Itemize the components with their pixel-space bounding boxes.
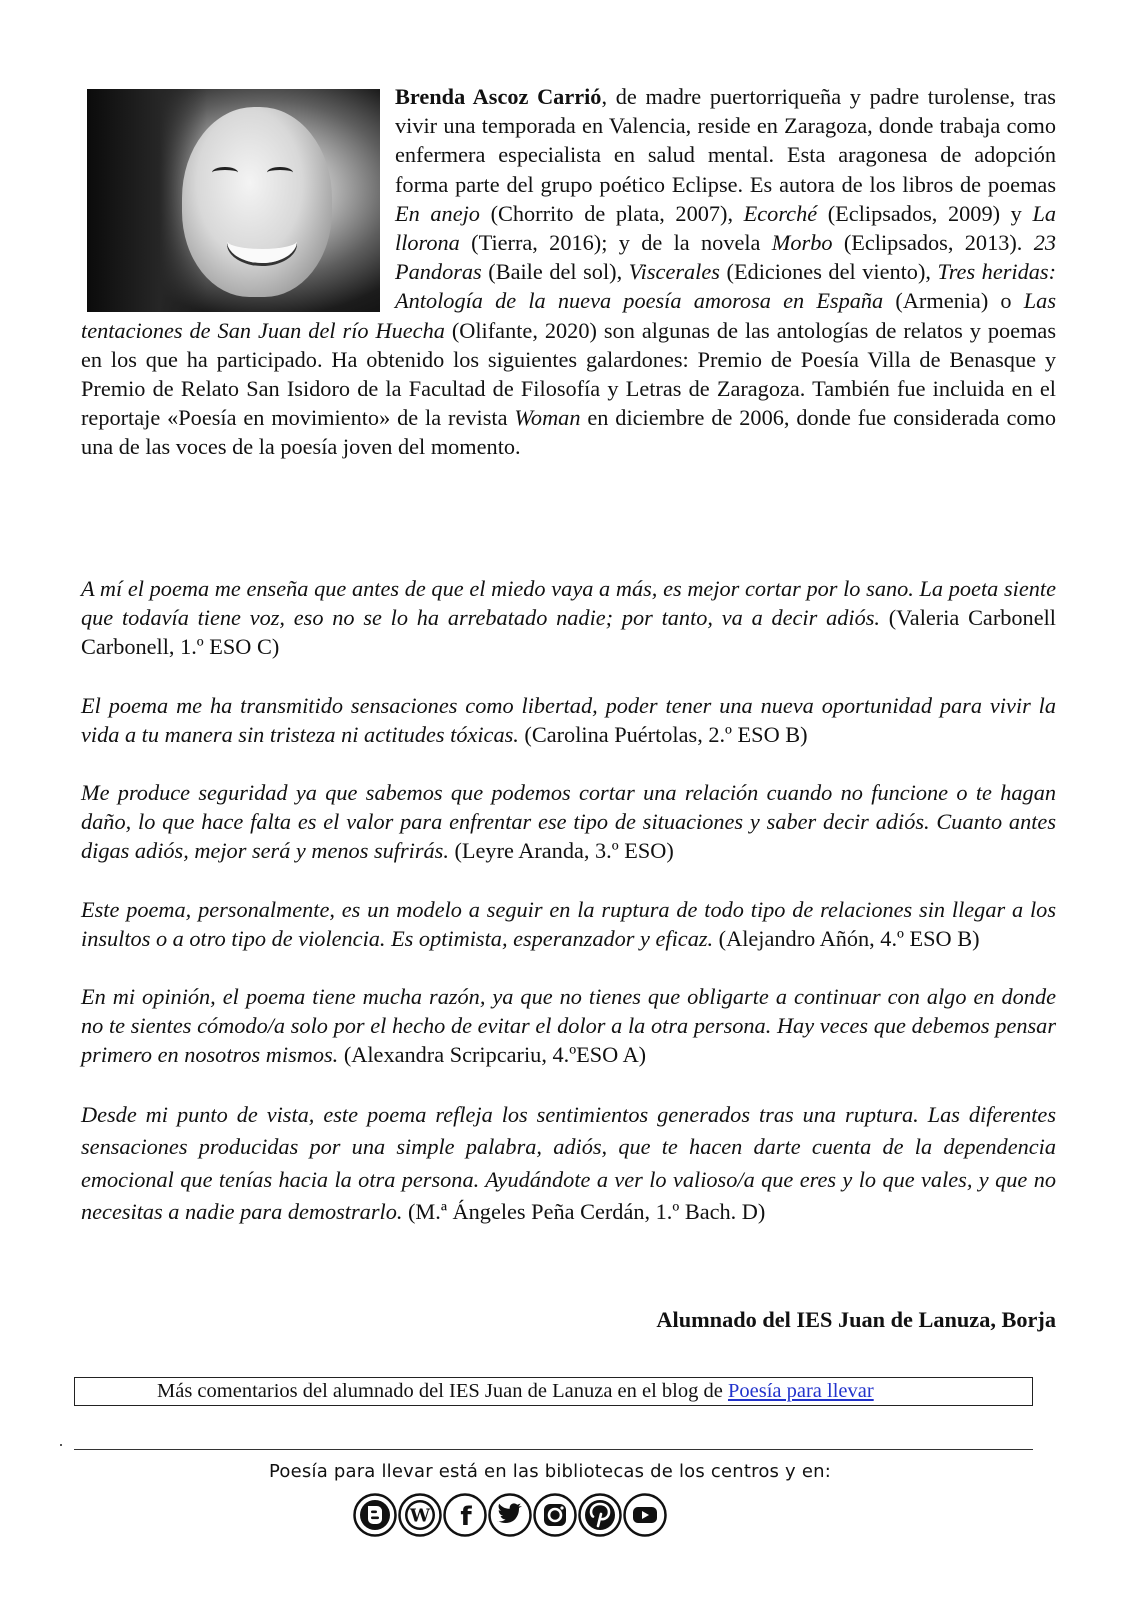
anthology-title: Las tentaciones de San Juan del río Huecha (81, 288, 1056, 343)
youtube-icon[interactable] (623, 1493, 667, 1537)
comment-text: Me produce seguridad ya que sabemos que podemos cortar una relación cuando no funcione o te hagan daño, lo que hace falta es el valor para enfrentar ese tipo de situaciones y saber decir adiós. Cuanto antes digas adiós, mejor será y menos sufrirás. (81, 780, 1056, 864)
student-comment (81, 1099, 1056, 1229)
facebook-icon[interactable] (443, 1493, 487, 1537)
svg-text:W: W (409, 1505, 431, 1527)
comment-author: (Leyre Aranda, 3.º ESO) (448, 838, 674, 864)
bio-text: (Eclipsados, 2009) y (817, 200, 1033, 226)
student-comment (81, 691, 1056, 749)
bio-text: , de madre puertorriqueña y padre turolense, tras vivir una temporada en Valencia, reside en Zaragoza, donde trabaja como enfermera especialista en salud mental. Esta aragonesa de adopción forma parte del grupo poético Eclipse. Es autora de los libros de poemas (395, 84, 1056, 197)
comment-author: (Alexandra Scripcariu, 4.ºESO A) (338, 1042, 647, 1068)
social-icons (353, 1493, 667, 1537)
blog-link[interactable]: Poesía para llevar (727, 1380, 874, 1402)
blog-text: Más comentarios del alumnado del IES Juan de Lanuza en el blog de (157, 1380, 728, 1402)
comment-author: (M.ª Ángeles Peña Cerdán, 1.º Bach. D) (402, 1199, 766, 1225)
anthology-title: Tres heridas: Antología de la nueva poesía amorosa en España (395, 259, 1057, 314)
student-comment (81, 895, 1056, 953)
comment-text: A mí el poema me enseña que antes de que el miedo vaya a más, es mejor cortar por lo sano. La poeta siente que todavía tiene voz, eso no se lo ha arrebatado nadie; por tanto, va a decir adiós. (81, 576, 1056, 631)
magazine-title: Woman (514, 405, 581, 431)
student-comment (81, 778, 1056, 866)
wordpress-icon[interactable] (398, 1493, 442, 1537)
novel-title: Morbo (771, 230, 833, 256)
comment-text: El poema me ha transmitido sensaciones como libertad, poder tener una nueva oportunidad para vivir la vida a tu manera sin tristeza ni actitudes tóxicas. (81, 692, 1056, 747)
instagram-icon[interactable] (533, 1493, 577, 1537)
comment-author: (Valeria Carbonell Carbonell, 1.º ESO C) (81, 605, 1056, 660)
student-comments (81, 574, 1056, 1229)
blog-box (74, 1377, 1033, 1406)
bio-text: en diciembre de 2006, donde fue considerada como una de las voces de la poesía joven del momento. (81, 405, 1057, 460)
book-title: Ecorché (743, 200, 818, 226)
blog-note (157, 1378, 874, 1405)
student-comment (81, 574, 1056, 662)
book-title: En anejo (395, 200, 480, 226)
signature: Alumnado del IES Juan de Lanuza, Borja (656, 1307, 1056, 1332)
bio-text: (Olifante, 2020) son algunas de las antologías de relatos y poemas en los que ha participado. Ha obtenido los siguientes galardones: Premio de Poesía Villa de Benasque y Premio de Relato San Isidoro de la Facultad de Filosofía y Letras de Zaragoza. También fue incluida en el reportaje «Poesía en movimiento» de la revista (81, 317, 1056, 431)
comment-text: Este poema, personalmente, es un modelo a seguir en la ruptura de todo tipo de relaciones sin llegar a los insultos o a otro tipo de violencia. Es optimista, esperanzador y eficaz. (81, 896, 1056, 951)
pinterest-icon[interactable] (578, 1493, 622, 1537)
comment-author: (Carolina Puértolas, 2.º ESO B) (518, 721, 808, 747)
bio-text: (Chorrito de plata, 2007), (479, 200, 744, 226)
bio-text: (Tierra, 2016); y de la novela (459, 230, 772, 256)
author-name: Brenda Ascoz Carrió (395, 84, 602, 109)
anthology-title: Viscerales (628, 259, 720, 285)
comment-text: Desde mi punto de vista, este poema refleja los sentimientos generados tras una ruptura. Las diferentes sensaciones producidas por una simple palabra, adiós, que te hacen darte cuenta de la dependencia emocional que tenías hacia la otra persona. Ayudándote a ver lo valioso/a que eres y lo que vales, y que no necesitas a nadie para demostrarlo. (81, 1101, 1056, 1225)
author-bio (81, 82, 1056, 462)
footer-text: Poesía para llevar está en las bibliotecas de los centros y en: (269, 1461, 831, 1482)
bio-text: (Ediciones del viento), (719, 259, 938, 285)
svg-text:f: f (460, 1502, 472, 1532)
book-title: La llorona (395, 200, 1056, 256)
anthology-title: 23 Pandoras (395, 230, 1056, 285)
twitter-icon[interactable] (488, 1493, 532, 1537)
stray-dot (60, 1444, 62, 1446)
bio-text: (Armenia) o (883, 288, 1024, 314)
bio-text: (Baile del sol), (481, 259, 629, 285)
comment-text: En mi opinión, el poema tiene mucha razón, ya que no tienes que obligarte a continuar con algo en donde no te sientes cómodo/a solo por el hecho de evitar el dolor a la otra persona. Hay veces que debemos pensar primero en nosotros mismos. (81, 984, 1056, 1068)
author-photo (87, 89, 380, 312)
student-comment (81, 982, 1056, 1070)
comment-author: (Alejandro Añón, 4.º ESO B) (713, 925, 980, 951)
footer-divider (74, 1449, 1033, 1450)
bio-text: (Eclipsados, 2013). (832, 230, 1034, 256)
blogger-icon[interactable] (353, 1493, 397, 1537)
